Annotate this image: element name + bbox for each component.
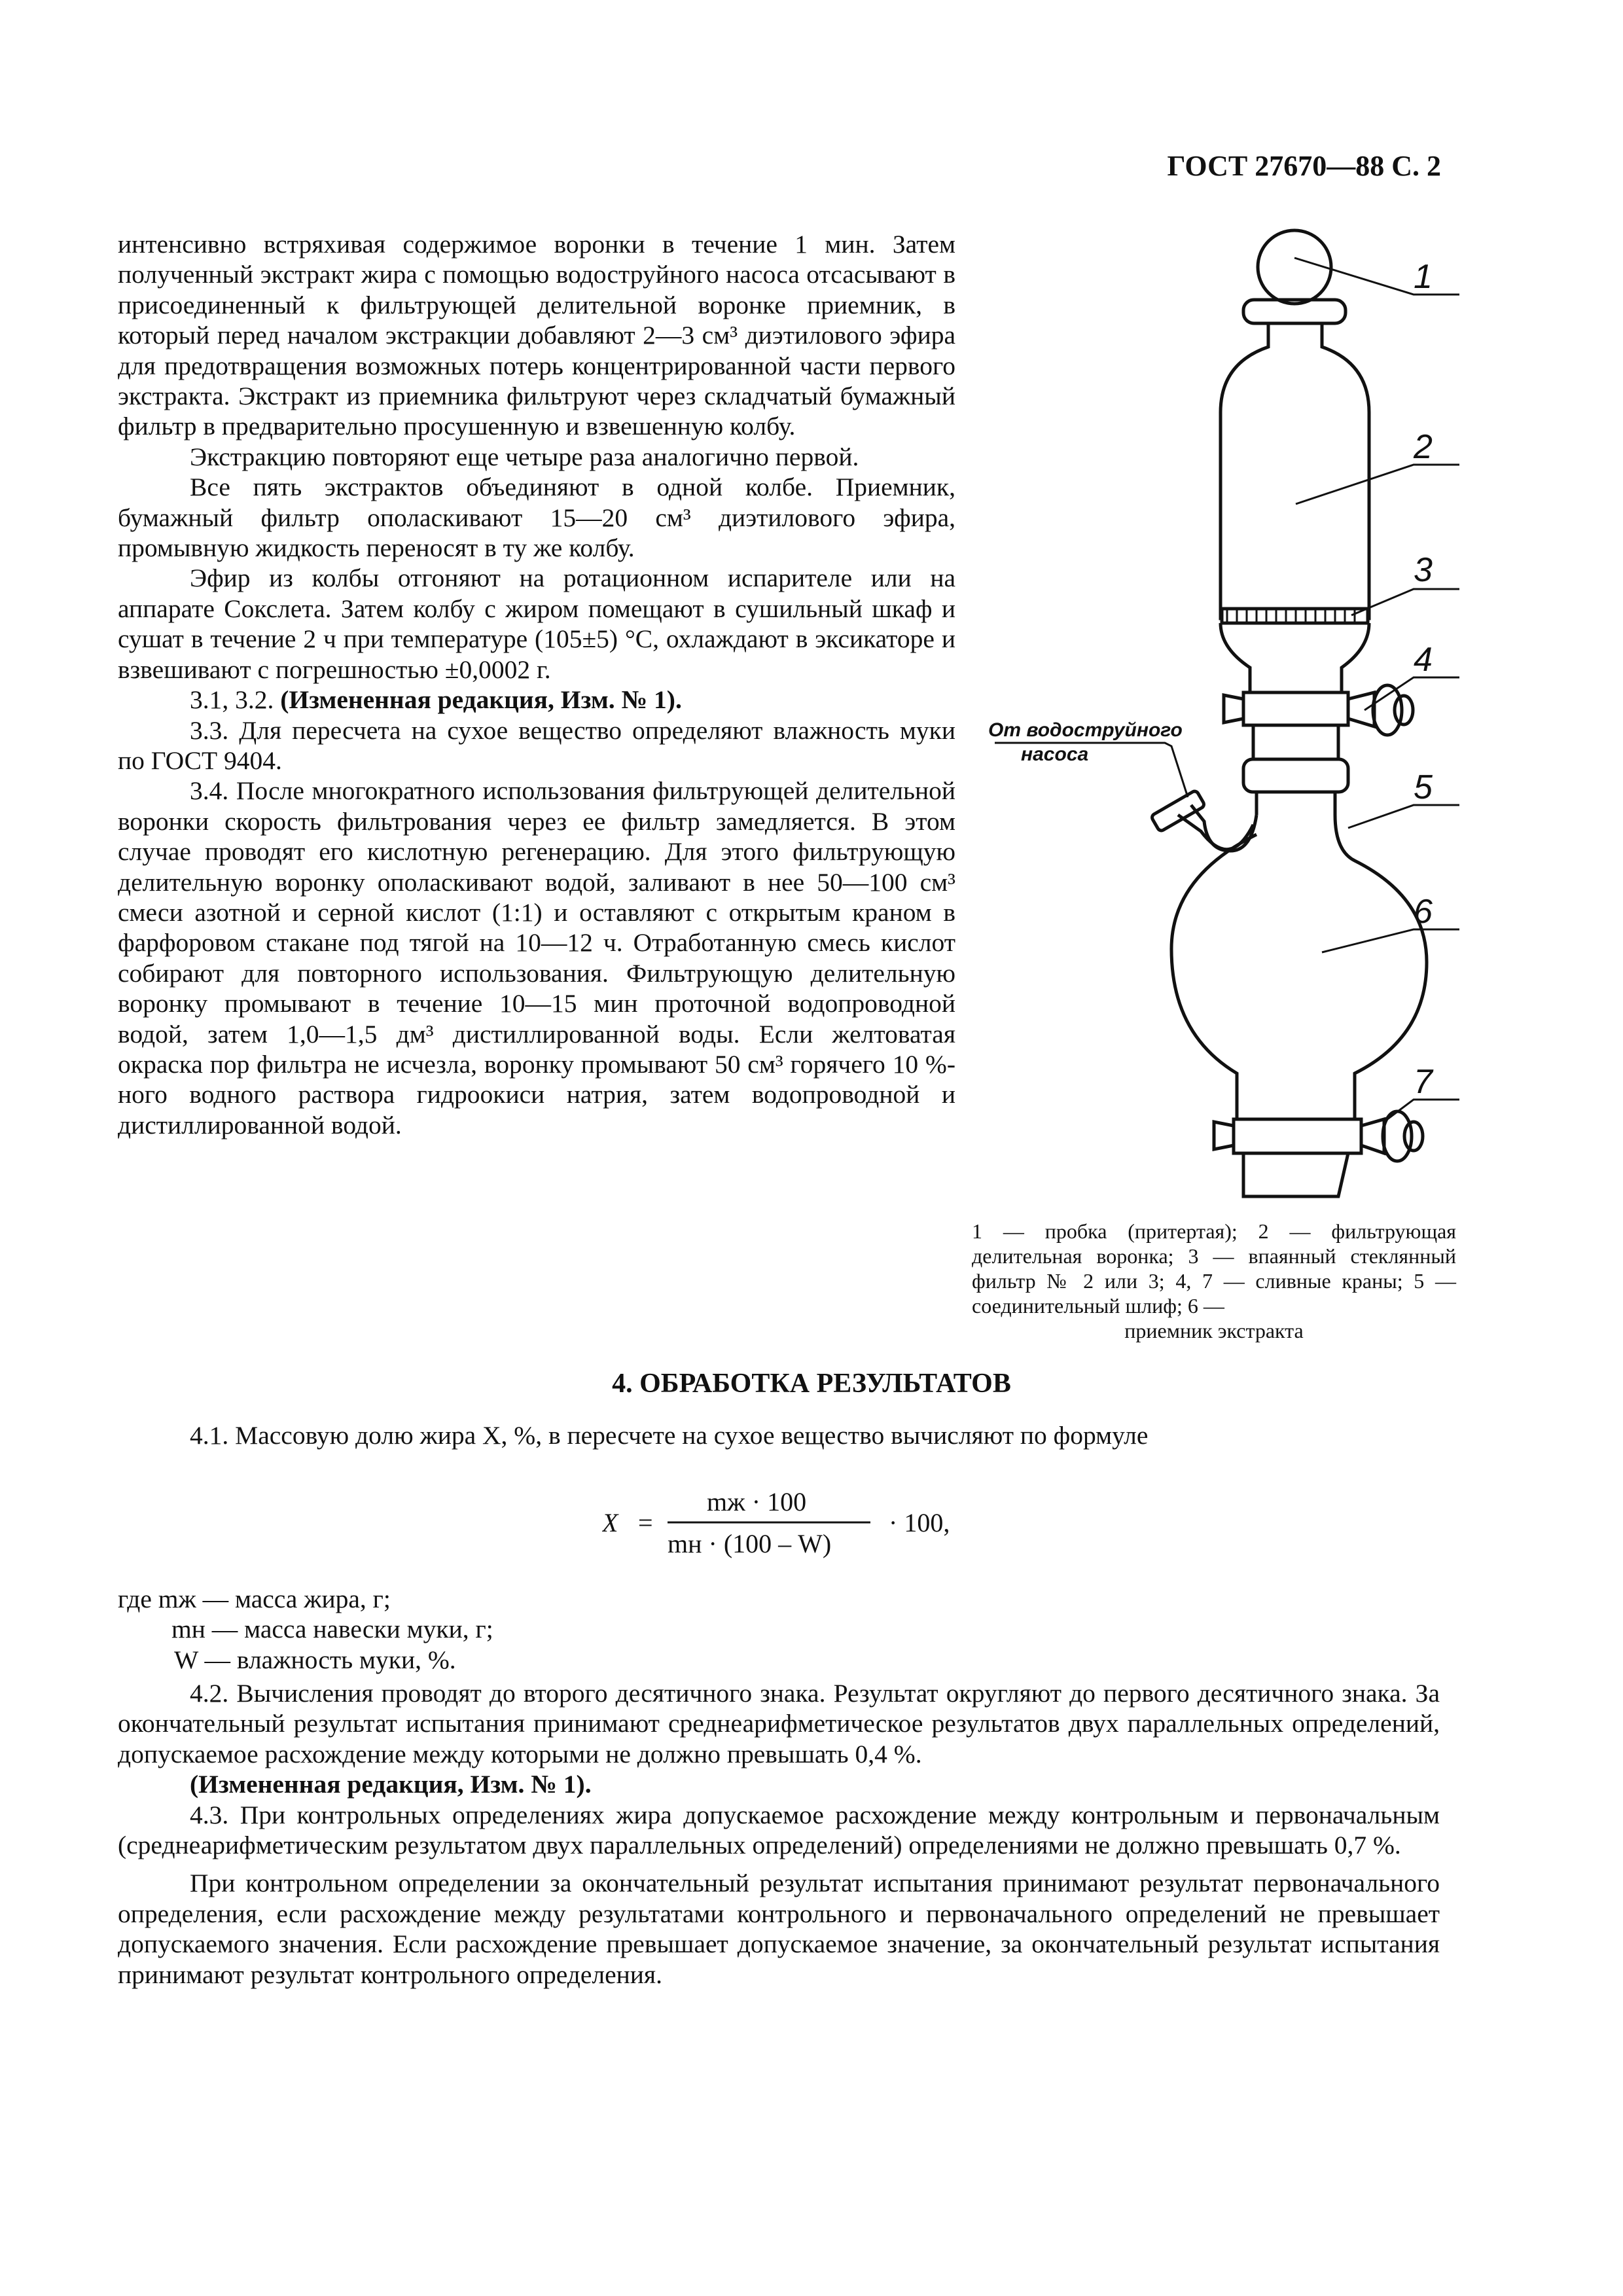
where-line-1: где mж — масса жира, г; xyxy=(118,1585,391,1613)
leader-6 xyxy=(1322,929,1459,952)
page-header: ГОСТ 27670—88 С. 2 xyxy=(1167,150,1441,182)
receiver-flask xyxy=(1171,815,1427,1119)
tap-upper-handle xyxy=(1373,685,1402,735)
caption-last: приемник экстракта xyxy=(1124,1319,1304,1342)
tap-upper-knob xyxy=(1395,696,1413,725)
figure-label-6: 6 xyxy=(1414,893,1433,931)
revision-prefix: 3.1, 3.2. xyxy=(190,685,281,715)
paragraph-final: При контрольном определении за окончательный результат испытания принимают результат первоначального определения, если расхождение между результатами контрольного и первоначального определений не превышает допускаемого значения. Если расхождение превышает допускаемое значение, за окончательный результат испытания принимают результат контрольного определения. xyxy=(118,1869,1440,1989)
figure-label-5: 5 xyxy=(1414,768,1433,806)
revision-note-3-1 xyxy=(118,685,955,715)
formula-lhs: X xyxy=(602,1508,618,1537)
paragraph-4-2: 4.2. Вычисления проводят до второго десятичного знака. Результат округляют до первого десятичного знака. За окончательный результат испытания принимают среднеарифметическое результатов двух параллельных определений, допускаемое расхождение между которыми не должно превышать 0,4 %. xyxy=(118,1679,1440,1768)
formula-numerator: mж · 100 xyxy=(707,1487,807,1516)
revision-bold-2: (Измененная редакция, Изм. № 1). xyxy=(190,1770,592,1799)
ground-joint xyxy=(1243,759,1348,792)
paragraph-4-3: 4.3. При контрольных определениях жира допускаемое расхождение между контрольным и первоначальным (среднеарифметическим результатом двух параллельных определений) определениями не должно превышать 0,7 %. xyxy=(118,1800,1440,1860)
tap-upper-right xyxy=(1348,692,1374,726)
drain-tip xyxy=(1243,1153,1348,1196)
revision-bold: (Измененная редакция, Изм. № 1). xyxy=(280,685,682,715)
tap-upper-left xyxy=(1224,695,1243,723)
figure-caption xyxy=(972,1219,1456,1343)
caption-main: 1 — пробка (притертая); 2 — фильтрующая делительная воронка; 3 — впаянный стеклянный фильтр № 2 или 3; 4, 7 — сливные краны; 5 — соединительный шлиф; 6 — xyxy=(972,1219,1456,1318)
tap-lower-right xyxy=(1361,1119,1384,1153)
paragraph-ether-distill: Эфир из колбы отгоняют на ротационном испарителе или на аппарате Сокслета. Затем колбу с жиром помещают в сушильный шкаф и сушат в течение 2 ч при температуре (105±5) °С, охлаждают в эксикаторе и взвешивают с погрешностью ±0,0002 г. xyxy=(118,564,955,684)
section-title: 4. ОБРАБОТКА РЕЗУЛЬТАТОВ xyxy=(612,1369,1011,1399)
paragraph-continuation: интенсивно встряхивая содержимое воронки в течение 1 мин. Затем полученный экстракт жира с помощью водоструйного насоса отсасывают в присоединенный к фильтрующей делительной воронке приемник, в который перед началом экстракции добавляют 2—3 см³ диэтилового эфира для предотвращения возможных потерь концентрированной части первого экстракта. Экстракт из приемника фильтруют через складчатый бумажный фильтр в предварительно просушенную и взвешенную колбу. xyxy=(118,230,955,441)
leader-5 xyxy=(1348,805,1459,828)
paragraph-combine-extracts: Все пять экстрактов объединяют в одной колбе. Приемник, бумажный фильтр ополаскивают 15—20 см³ диэтилового эфира, промывную жидкость переносят в ту же колбу. xyxy=(118,473,955,563)
formula-eq: = xyxy=(638,1508,653,1537)
tap-lower-body xyxy=(1234,1119,1361,1153)
apparatus-diagram xyxy=(955,223,1492,1204)
revision-note-4-2 xyxy=(118,1769,1440,1799)
formula xyxy=(602,1480,1008,1566)
where-line-2: mн — масса навески муки, г; xyxy=(171,1615,493,1644)
paragraph-3-4: 3.4. После многократного использования фильтрующей делительной воронки скорость фильтрования через ее фильтр замедляется. В этом случае проводят его кислотную регенерацию. Для этого фильтрующую делительную воронку ополаскивают водой, заливают в нее 50—100 см³ смеси азотной и серной кислот (1:1) и оставляют с открытым краном в фарфоровом стакане под тягой на 10—12 ч. Отработанную смесь кислот собирают для повторного использования. Фильтрующую делительную воронку промывают в течение 10—15 мин проточной водопроводной водой, затем 1,0—1,5 дм³ дистиллированной воды. Если желтоватая окраска пор фильтра не исчезла, воронку промывают 50 см³ горячего 10 %-ного водного раствора гидроокиси натрия, затем водопроводной и дистиллированной водой. xyxy=(118,776,955,1139)
stopper-ball xyxy=(1258,230,1331,304)
figure-label-7: 7 xyxy=(1414,1063,1433,1101)
funnel-body xyxy=(1221,323,1369,619)
left-column-text xyxy=(118,229,955,1140)
tap-lower-left xyxy=(1214,1122,1234,1149)
funnel-taper xyxy=(1221,623,1369,694)
side-arm-end xyxy=(1150,790,1205,832)
tap-upper-body xyxy=(1243,692,1348,725)
figure-label-3: 3 xyxy=(1414,551,1433,589)
paragraph-3-3: 3.3. Для пересчета на сухое вещество определяют влажность муки по ГОСТ 9404. xyxy=(118,715,955,775)
paragraph-4-1 xyxy=(118,1420,1440,1450)
where-line-3: W — влажность муки, %. xyxy=(174,1645,456,1674)
side-arm xyxy=(1191,805,1257,851)
tap-lower-knob xyxy=(1404,1122,1423,1151)
figure-label-4: 4 xyxy=(1414,641,1433,679)
pump-label-line2: насоса xyxy=(1021,744,1089,765)
leader-2 xyxy=(1296,465,1459,504)
leader-7 xyxy=(1387,1100,1459,1119)
paragraph-repeat-extraction: Экстракцию повторяют еще четыре раза аналогично первой. xyxy=(190,442,859,471)
pump-label-line1: От водоструйного xyxy=(988,719,1183,741)
formula-denominator: mн · (100 – W) xyxy=(668,1529,832,1558)
paragraph-4-1-text: 4.1. Массовую долю жира X, %, в пересчете на сухое вещество вычисляют по формуле xyxy=(190,1421,1149,1450)
where-block xyxy=(118,1584,1440,1675)
figure-label-2: 2 xyxy=(1414,428,1433,466)
figure-label-1: 1 xyxy=(1414,258,1433,296)
leader-1 xyxy=(1294,258,1459,295)
results-block xyxy=(118,1678,1440,1990)
formula-tail: · 100, xyxy=(889,1508,950,1537)
